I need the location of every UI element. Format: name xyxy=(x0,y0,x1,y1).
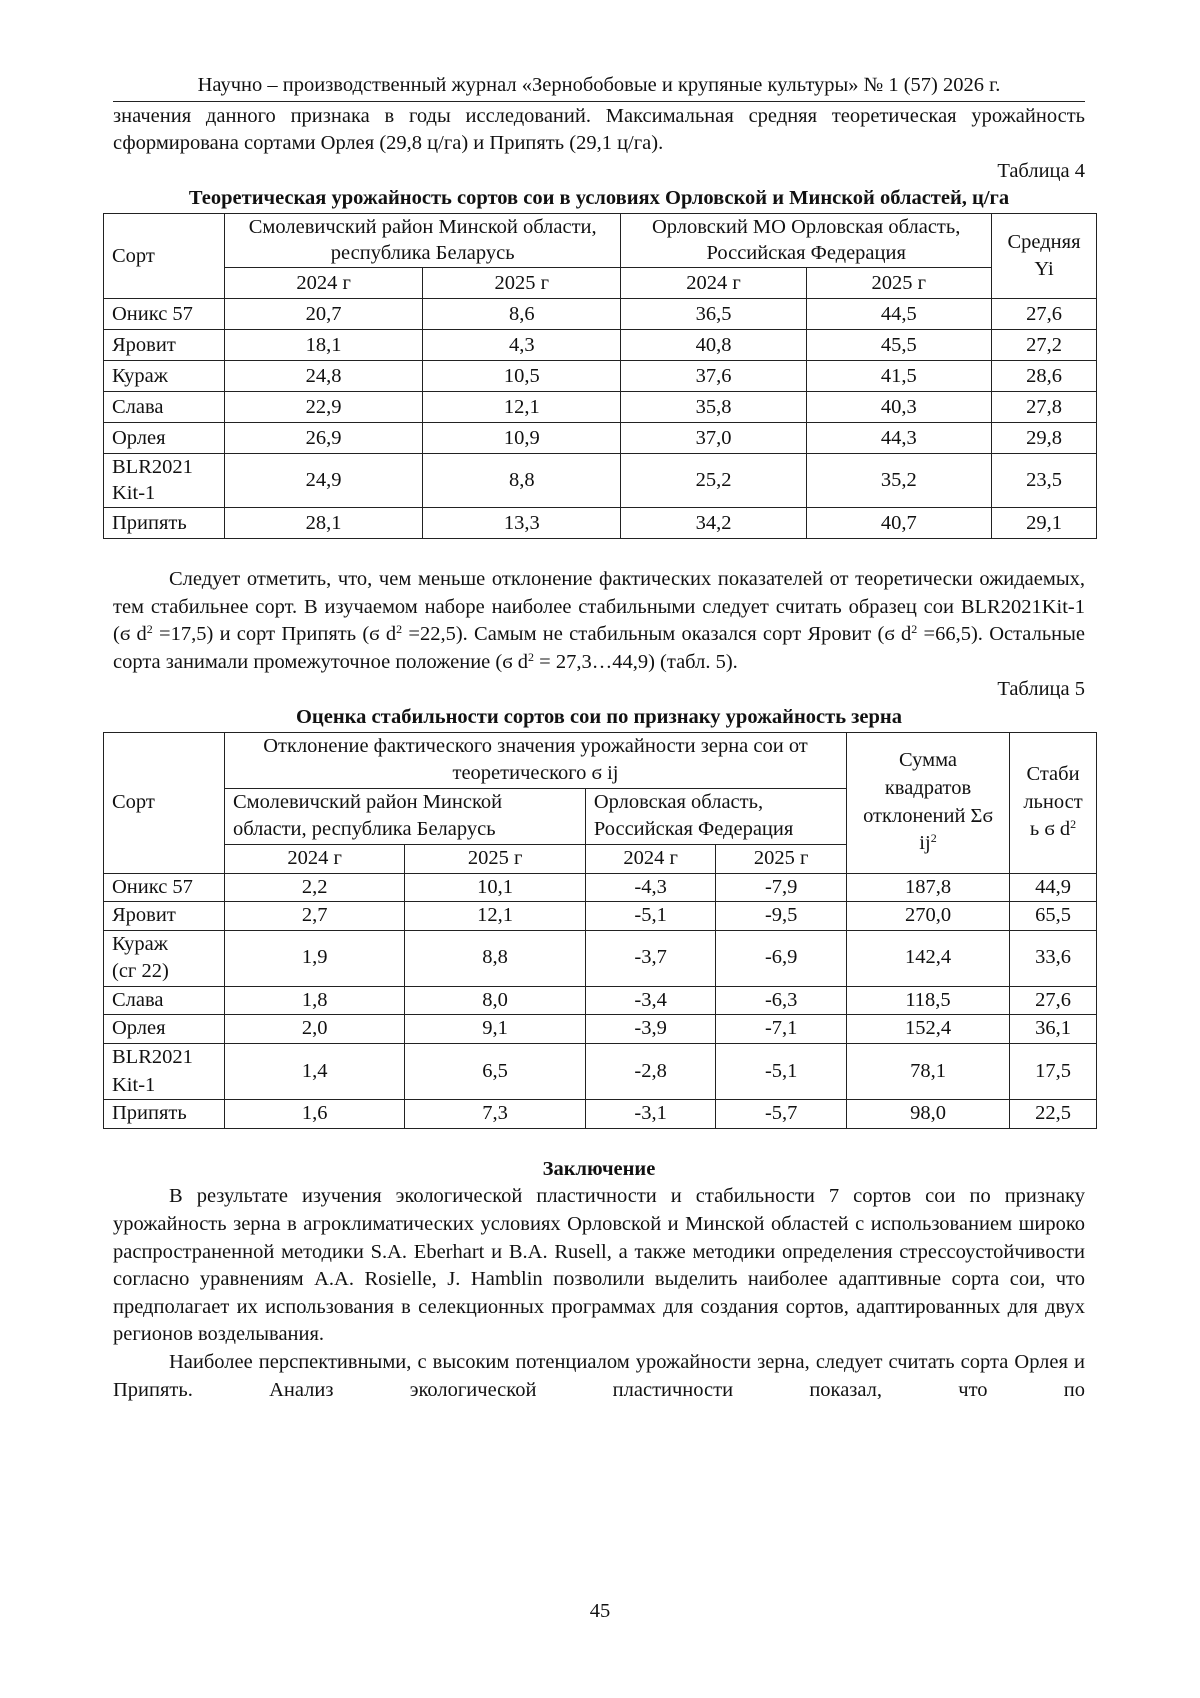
table-row xyxy=(104,329,1097,360)
value-cell: 4,3 xyxy=(423,329,621,360)
table-row xyxy=(104,391,1097,422)
value-cell: -6,3 xyxy=(716,986,847,1015)
header-stability: Стаби льност ь ϭ $d^2$ xyxy=(1010,732,1097,873)
value-cell: 7,3 xyxy=(405,1100,585,1129)
value-cell: -5,1 xyxy=(585,902,716,931)
table-row xyxy=(104,873,1097,902)
header-sort: Сорт xyxy=(104,213,225,298)
table4-label: Таблица 4 xyxy=(997,159,1085,182)
value-cell: -5,7 xyxy=(716,1100,847,1129)
value-cell: 10,1 xyxy=(405,873,585,902)
value-cell: -9,5 xyxy=(716,902,847,931)
value-cell: 34,2 xyxy=(621,507,806,538)
value-cell: 1,6 xyxy=(225,1100,405,1129)
header-minsk: Смолевичский район Минской области, республика Беларусь xyxy=(225,788,586,844)
header-year: 2025 г xyxy=(716,844,847,873)
variety-cell: Оникс 57 xyxy=(104,298,225,329)
header-sort: Сорт xyxy=(104,732,225,873)
table5 xyxy=(103,732,1097,1129)
header-year: 2025 г xyxy=(423,267,621,298)
variety-cell: Припять xyxy=(104,1100,225,1129)
variety-cell: BLR2021 Kit-1 xyxy=(104,1044,225,1100)
header-orel: Орловский МО Орловская область, Российская Федерация xyxy=(621,213,992,267)
value-cell: 44,5 xyxy=(806,298,991,329)
value-cell: 8,0 xyxy=(405,986,585,1015)
value-cell: 45,5 xyxy=(806,329,991,360)
value-cell: 24,8 xyxy=(225,360,423,391)
value-cell: 12,1 xyxy=(405,902,585,931)
value-cell: 29,1 xyxy=(992,507,1097,538)
header-year: 2025 г xyxy=(806,267,991,298)
header-year: 2024 г xyxy=(225,267,423,298)
table-row xyxy=(104,360,1097,391)
variety-cell: Слава xyxy=(104,391,225,422)
value-cell: 22,5 xyxy=(1010,1100,1097,1129)
page xyxy=(113,72,1085,1404)
value-cell: 35,2 xyxy=(806,453,991,507)
conclusion-title: Заключение xyxy=(542,1157,656,1180)
table-row xyxy=(104,1015,1097,1044)
table5-label: Таблица 5 xyxy=(997,678,1085,701)
variety-cell: BLR2021 Kit-1 xyxy=(104,453,225,507)
table-row xyxy=(104,298,1097,329)
value-cell: 44,3 xyxy=(806,422,991,453)
value-cell: 17,5 xyxy=(1010,1044,1097,1100)
value-cell: 118,5 xyxy=(847,986,1010,1015)
value-cell: -3,9 xyxy=(585,1015,716,1044)
table4 xyxy=(103,213,1097,539)
value-cell: 29,8 xyxy=(992,422,1097,453)
header-year: 2025 г xyxy=(405,844,585,873)
text: Следует отметить, что, чем меньше отклонение фактических показателей от теоретически ожидаемых, тем стабильнее сорт. В изучаемом наборе наиболее стабильными следует считать образец сои BLR2021Kit-1 (ϭ d xyxy=(113,567,1085,646)
table4-title: Теоретическая урожайность сортов сои в условиях Орловской и Минской областей, ц/га xyxy=(188,187,1010,210)
sup: 2 xyxy=(911,622,918,637)
variety-cell: Орлея xyxy=(104,422,225,453)
sup: 2 xyxy=(396,622,403,637)
value-cell: 12,1 xyxy=(423,391,621,422)
value-cell: 36,5 xyxy=(621,298,806,329)
value-cell: -2,8 xyxy=(585,1044,716,1100)
variety-cell: Кураж (сг 22) xyxy=(104,930,225,986)
value-cell: 2,2 xyxy=(225,873,405,902)
value-cell: 8,8 xyxy=(423,453,621,507)
paragraph: значения данного признака в годы исследований. Максимальная средняя теоретическая урожайность сформирована сортами Орлея (29,8 ц/га) и Припять (29,1 ц/га). xyxy=(113,104,1085,155)
variety-cell: Припять xyxy=(104,507,225,538)
value-cell: 152,4 xyxy=(847,1015,1010,1044)
variety-cell: Слава xyxy=(104,986,225,1015)
value-cell: 37,6 xyxy=(621,360,806,391)
value-cell: 27,6 xyxy=(1010,986,1097,1015)
value-cell: 20,7 xyxy=(225,298,423,329)
header-orel: Орловская область, Российская Федерация xyxy=(585,788,846,844)
value-cell: 37,0 xyxy=(621,422,806,453)
variety-cell: Орлея xyxy=(104,1015,225,1044)
header-year: 2024 г xyxy=(225,844,405,873)
value-cell: 8,8 xyxy=(405,930,585,986)
sup: 2 xyxy=(146,622,153,637)
value-cell: 10,5 xyxy=(423,360,621,391)
table-row xyxy=(104,986,1097,1015)
value-cell: 18,1 xyxy=(225,329,423,360)
paragraph-stability xyxy=(113,566,1085,676)
header-mean: Средняя Yi xyxy=(992,213,1097,298)
value-cell: 142,4 xyxy=(847,930,1010,986)
value-cell: 27,8 xyxy=(992,391,1097,422)
value-cell: 8,6 xyxy=(423,298,621,329)
header-minsk: Смолевичский район Минской области, республика Беларусь xyxy=(225,213,621,267)
header-year: 2024 г xyxy=(621,267,806,298)
value-cell: 9,1 xyxy=(405,1015,585,1044)
value-cell: 27,2 xyxy=(992,329,1097,360)
value-cell: 24,9 xyxy=(225,453,423,507)
header-deviation: Отклонение фактического значения урожайности зерна сои от теоретического ϭ ij xyxy=(225,732,847,788)
variety-cell: Оникс 57 xyxy=(104,873,225,902)
value-cell: 65,5 xyxy=(1010,902,1097,931)
value-cell: 35,8 xyxy=(621,391,806,422)
value-cell: 270,0 xyxy=(847,902,1010,931)
value-cell: 28,1 xyxy=(225,507,423,538)
variety-cell: Яровит xyxy=(104,902,225,931)
text: =22,5). Самым не стабильным оказался сорт Яровит (ϭ d xyxy=(402,623,912,646)
paragraph-conclusion: В результате изучения экологической пластичности и стабильности 7 сортов сои по признаку урожайность зерна в агроклиматических условиях Орловской и Минской областей с использованием широко распространенной методики S.A. Eberhart и B.A. Rusell, а также методики определения стрессоустойчивости согласно уравнениям A.A. Rosielle, J. Hamblin позволили выделить наиболее адаптивные сорта сои, что предполагает их использования в селекционных программах для создания сортов, адаптированных для двух регионов возделывания. xyxy=(113,1185,1085,1346)
value-cell: 1,9 xyxy=(225,930,405,986)
variety-cell: Яровит xyxy=(104,329,225,360)
value-cell: 40,8 xyxy=(621,329,806,360)
page-number: 45 xyxy=(589,1600,611,1622)
text: =66,5). Остальные сорта занимали промежуточное положение (ϭ d xyxy=(113,623,1086,673)
variety-cell: Кураж xyxy=(104,360,225,391)
journal-header: Научно – производственный журнал «Зернобобовые и крупяные культуры» № 1 (57) 2026 г. xyxy=(113,72,1085,102)
table-row xyxy=(104,453,1097,507)
value-cell: 25,2 xyxy=(621,453,806,507)
text: =17,5) и сорт Припять (ϭ d xyxy=(152,623,397,646)
table-row xyxy=(104,1100,1097,1129)
header-year: 2024 г xyxy=(585,844,716,873)
value-cell: 26,9 xyxy=(225,422,423,453)
value-cell: 1,4 xyxy=(225,1044,405,1100)
value-cell: 1,8 xyxy=(225,986,405,1015)
value-cell: 6,5 xyxy=(405,1044,585,1100)
value-cell: 187,8 xyxy=(847,873,1010,902)
value-cell: 44,9 xyxy=(1010,873,1097,902)
value-cell: -3,4 xyxy=(585,986,716,1015)
table-row xyxy=(104,507,1097,538)
value-cell: 78,1 xyxy=(847,1044,1010,1100)
value-cell: 2,0 xyxy=(225,1015,405,1044)
table5-title: Оценка стабильности сортов сои по признаку урожайность зерна xyxy=(295,705,902,728)
table-row xyxy=(104,902,1097,931)
value-cell: 23,5 xyxy=(992,453,1097,507)
value-cell: 40,7 xyxy=(806,507,991,538)
value-cell: 10,9 xyxy=(423,422,621,453)
value-cell: 28,6 xyxy=(992,360,1097,391)
value-cell: -7,9 xyxy=(716,873,847,902)
value-cell: 22,9 xyxy=(225,391,423,422)
text: = 27,3…44,9) (табл. 5). xyxy=(534,650,738,673)
value-cell: -6,9 xyxy=(716,930,847,986)
paragraph-conclusion: Наиболее перспективными, с высоким потенциалом урожайности зерна, следует считать сорта Орлея и Припять. Анализ экологической пластичности показал, что по xyxy=(113,1351,1085,1401)
value-cell: 27,6 xyxy=(992,298,1097,329)
value-cell: 33,6 xyxy=(1010,930,1097,986)
value-cell: 40,3 xyxy=(806,391,991,422)
value-cell: 98,0 xyxy=(847,1100,1010,1129)
value-cell: 2,7 xyxy=(225,902,405,931)
value-cell: 36,1 xyxy=(1010,1015,1097,1044)
value-cell: -7,1 xyxy=(716,1015,847,1044)
value-cell: -5,1 xyxy=(716,1044,847,1100)
table-row xyxy=(104,422,1097,453)
table-row xyxy=(104,930,1097,986)
value-cell: -3,7 xyxy=(585,930,716,986)
value-cell: 13,3 xyxy=(423,507,621,538)
value-cell: 41,5 xyxy=(806,360,991,391)
header-sum: Сумма квадратов отклонений Σϭ $ij^2$ xyxy=(847,732,1010,873)
value-cell: -3,1 xyxy=(585,1100,716,1129)
table-row xyxy=(104,1044,1097,1100)
value-cell: -4,3 xyxy=(585,873,716,902)
sup: 2 xyxy=(528,649,535,664)
